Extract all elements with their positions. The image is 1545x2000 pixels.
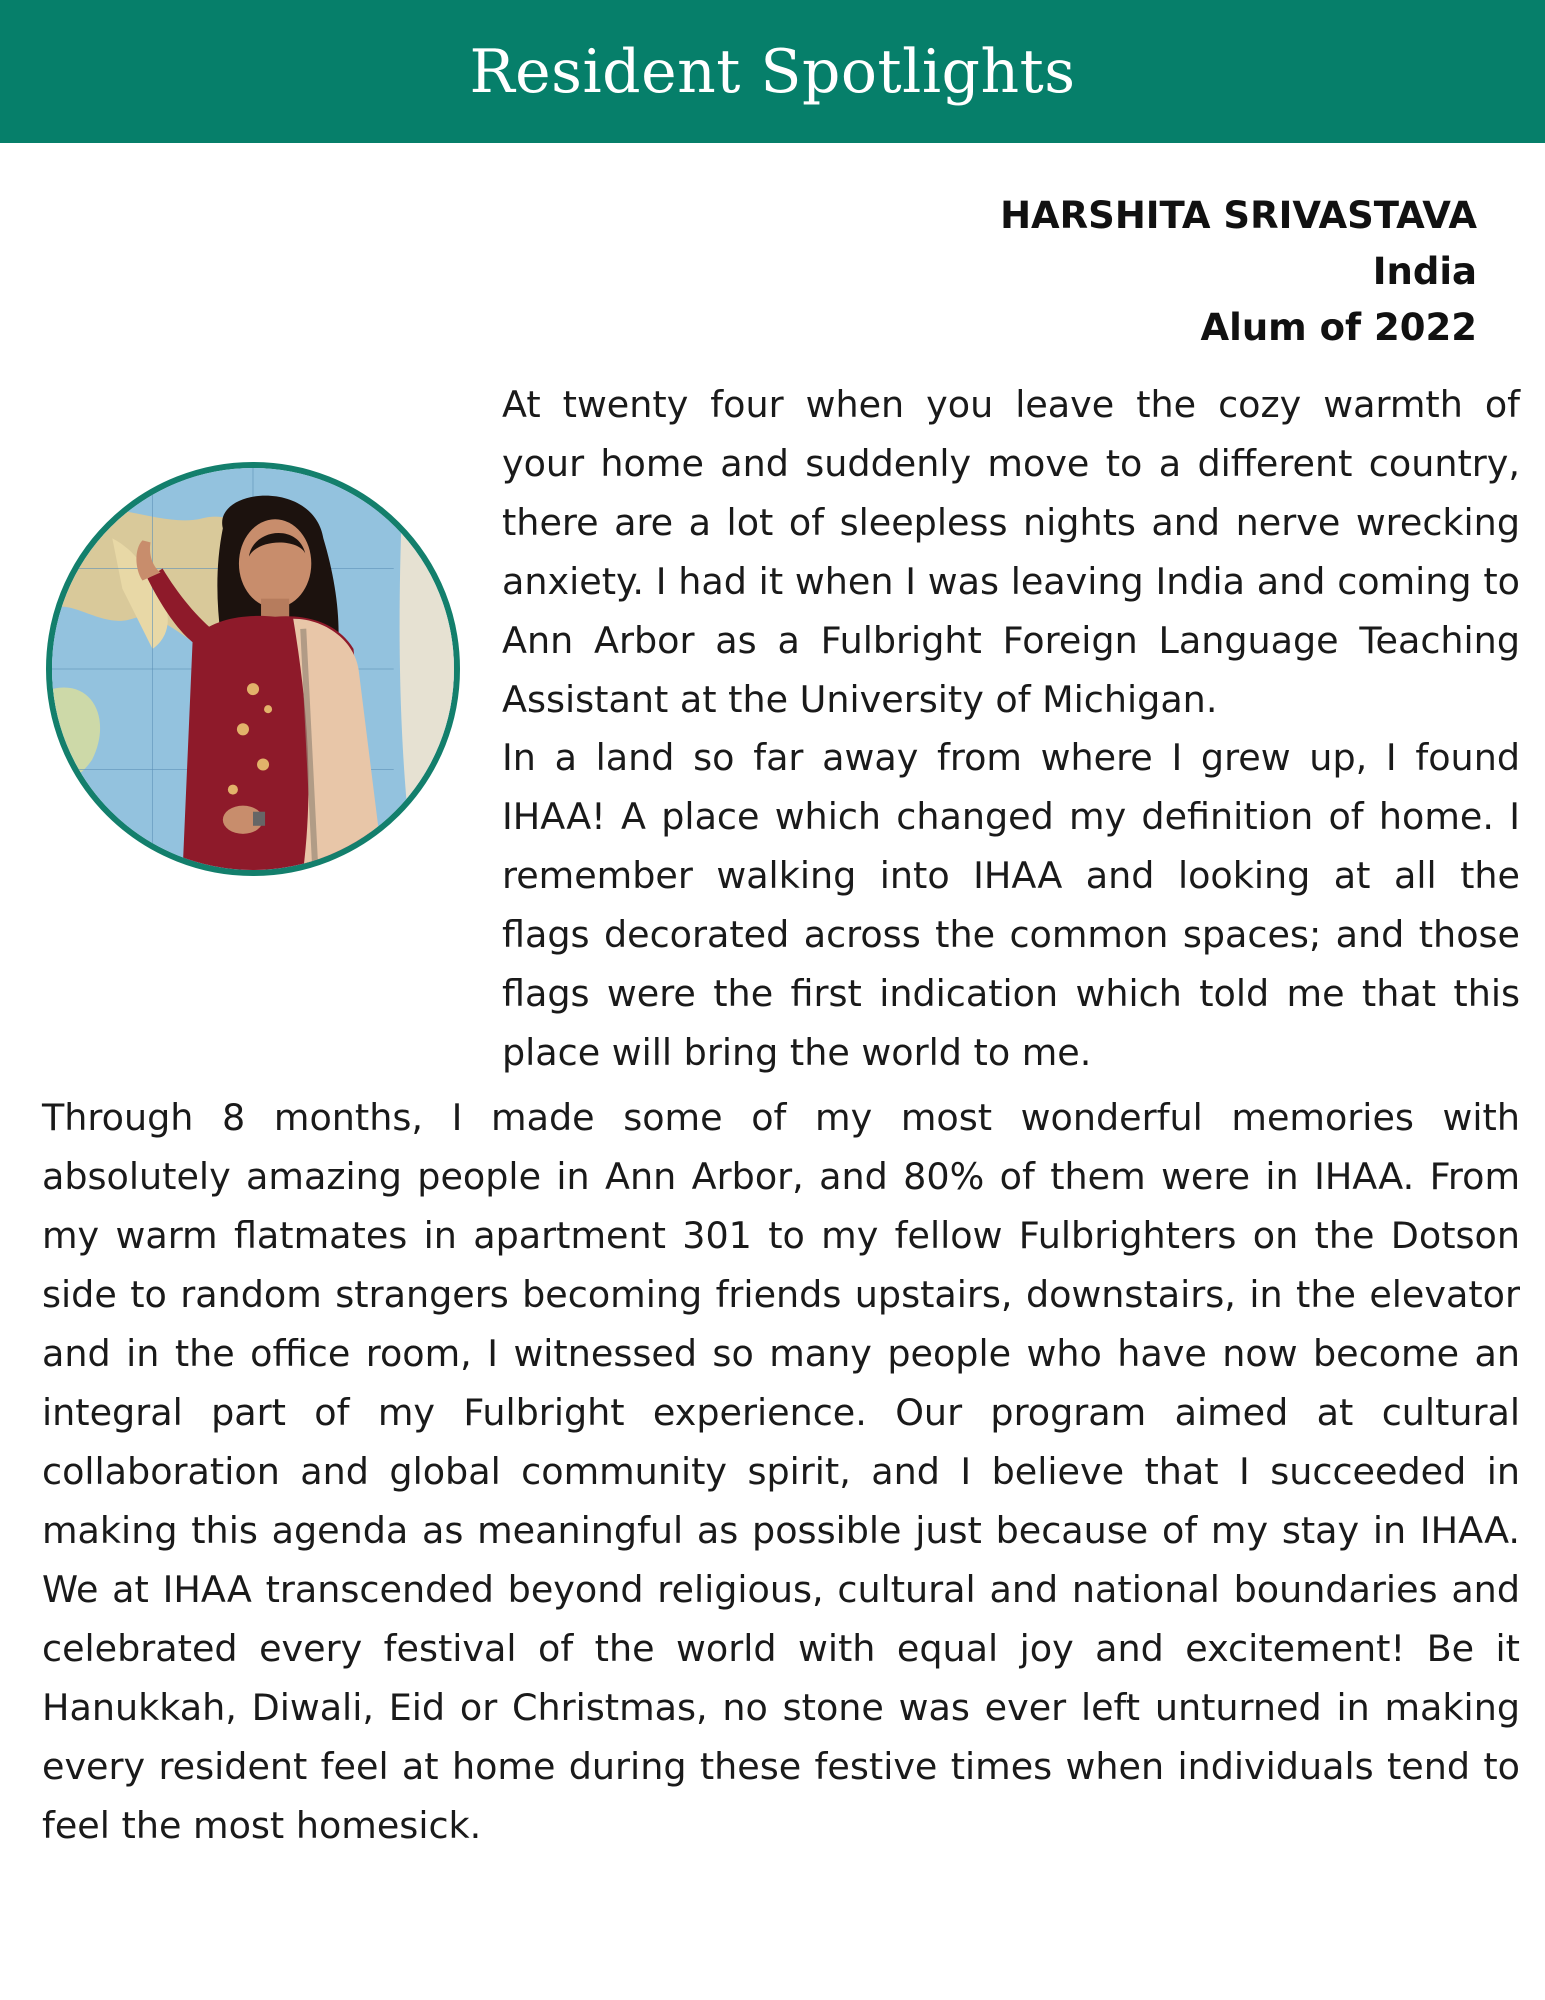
resident-country: India bbox=[1372, 250, 1477, 293]
resident-info bbox=[577, 188, 1477, 356]
resident-alum-year: Alum of 2022 bbox=[1200, 306, 1477, 349]
resident-photo-illustration bbox=[52, 468, 454, 870]
page-title: Resident Spotlights bbox=[469, 36, 1076, 107]
story-paragraph-1: At twenty four when you leave the cozy warmth of your home and suddenly move to a different country, there are a lot of sleepless nights and nerve wrecking anxiety. I had it when I was leaving India and coming to Ann Arbor as a Fulbright Foreign Language Teaching Assistant at the University of Michigan. bbox=[502, 383, 1520, 721]
header-banner bbox=[0, 0, 1545, 143]
resident-photo bbox=[46, 462, 460, 876]
story-paragraph-2: In a land so far away from where I grew up, I found IHAA! A place which changed my definition of home. I remember walking into IHAA and looking at all the flags decorated across the common spaces; and those flags were the first indication which told me that this place will bring the world to me. bbox=[502, 736, 1520, 1074]
resident-name: HARSHITA SRIVASTAVA bbox=[1000, 194, 1477, 237]
story-paragraph-3: Through 8 months, I made some of my most wonderful memories with absolutely amazing people in Ann Arbor, and 80% of them were in IHAA. From my warm flatmates in apartment 301 to my fellow Fulbrighters on the Dotson side to random strangers becoming friends upstairs, downstairs, in the elevator and in the office room, I witnessed so many people who have now become an integral part of my Fulbright experience. Our program aimed at cultural collaboration and global community spirit, and I believe that I succeeded in making this agenda as meaningful as possible just because of my stay in IHAA. We at IHAA transcended beyond religious, cultural and national boundaries and celebrated every festival of the world with equal joy and excitement! Be it Hanukkah, Diwali, Eid or Christmas, no stone was ever left unturned in making every resident feel at home during these festive times when individuals tend to feel the most homesick. bbox=[42, 1096, 1520, 1847]
